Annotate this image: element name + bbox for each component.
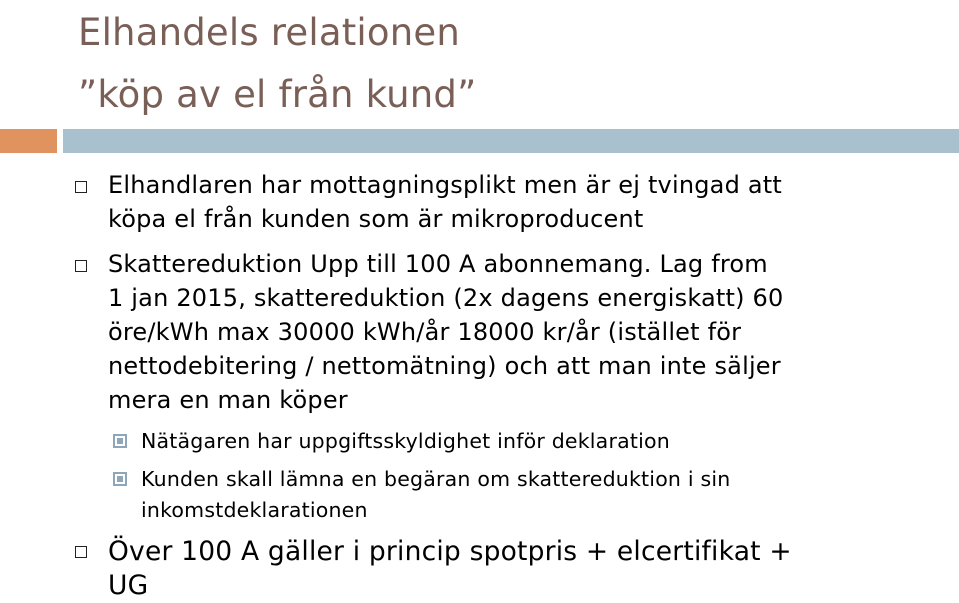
bullet-line: öre/kWh max 30000 kWh/år 18000 kr/år (istället för	[108, 318, 742, 346]
bullet-line: mera en man köper	[108, 386, 348, 414]
sub-bullet-line: Nätägaren har uppgiftsskyldighet inför deklaration	[141, 429, 670, 453]
filled-square-bullet-icon	[113, 434, 127, 448]
sub-bullet-line: Kunden skall lämna en begäran om skattereduktion i sin	[141, 467, 731, 491]
filled-square-bullet-icon	[113, 472, 127, 486]
sub-bullet-line: inkomstdeklarationen	[141, 498, 368, 522]
bullet-line: Elhandlaren har mottagningsplikt men är ej tvingad att	[108, 171, 782, 199]
sub-bullet-item	[141, 424, 670, 458]
bullet-line: nettodebitering / nettomätning) och att man inte säljer	[108, 352, 781, 380]
bullet-line: Över 100 A gäller i princip spotpris + elcertifikat +	[108, 536, 792, 567]
sub-bullet-item	[141, 462, 730, 527]
bullet-item	[108, 168, 782, 236]
slide-title-line-1: Elhandels relationen	[78, 11, 461, 54]
bullet-line: köpa el från kunden som är mikroproducent	[108, 205, 644, 233]
bullet-item	[108, 535, 792, 603]
slide-title-line-2: ”köp av el från kund”	[78, 73, 477, 116]
square-bullet-icon	[75, 181, 87, 193]
square-bullet-icon	[75, 260, 87, 272]
bullet-line: UG	[108, 570, 149, 601]
square-bullet-icon	[75, 546, 87, 558]
bullet-line: 1 jan 2015, skattereduktion (2x dagens energiskatt) 60	[108, 284, 784, 312]
bullet-item	[108, 247, 783, 417]
bullet-line: Skattereduktion Upp till 100 A abonnemang. Lag from	[108, 250, 768, 278]
